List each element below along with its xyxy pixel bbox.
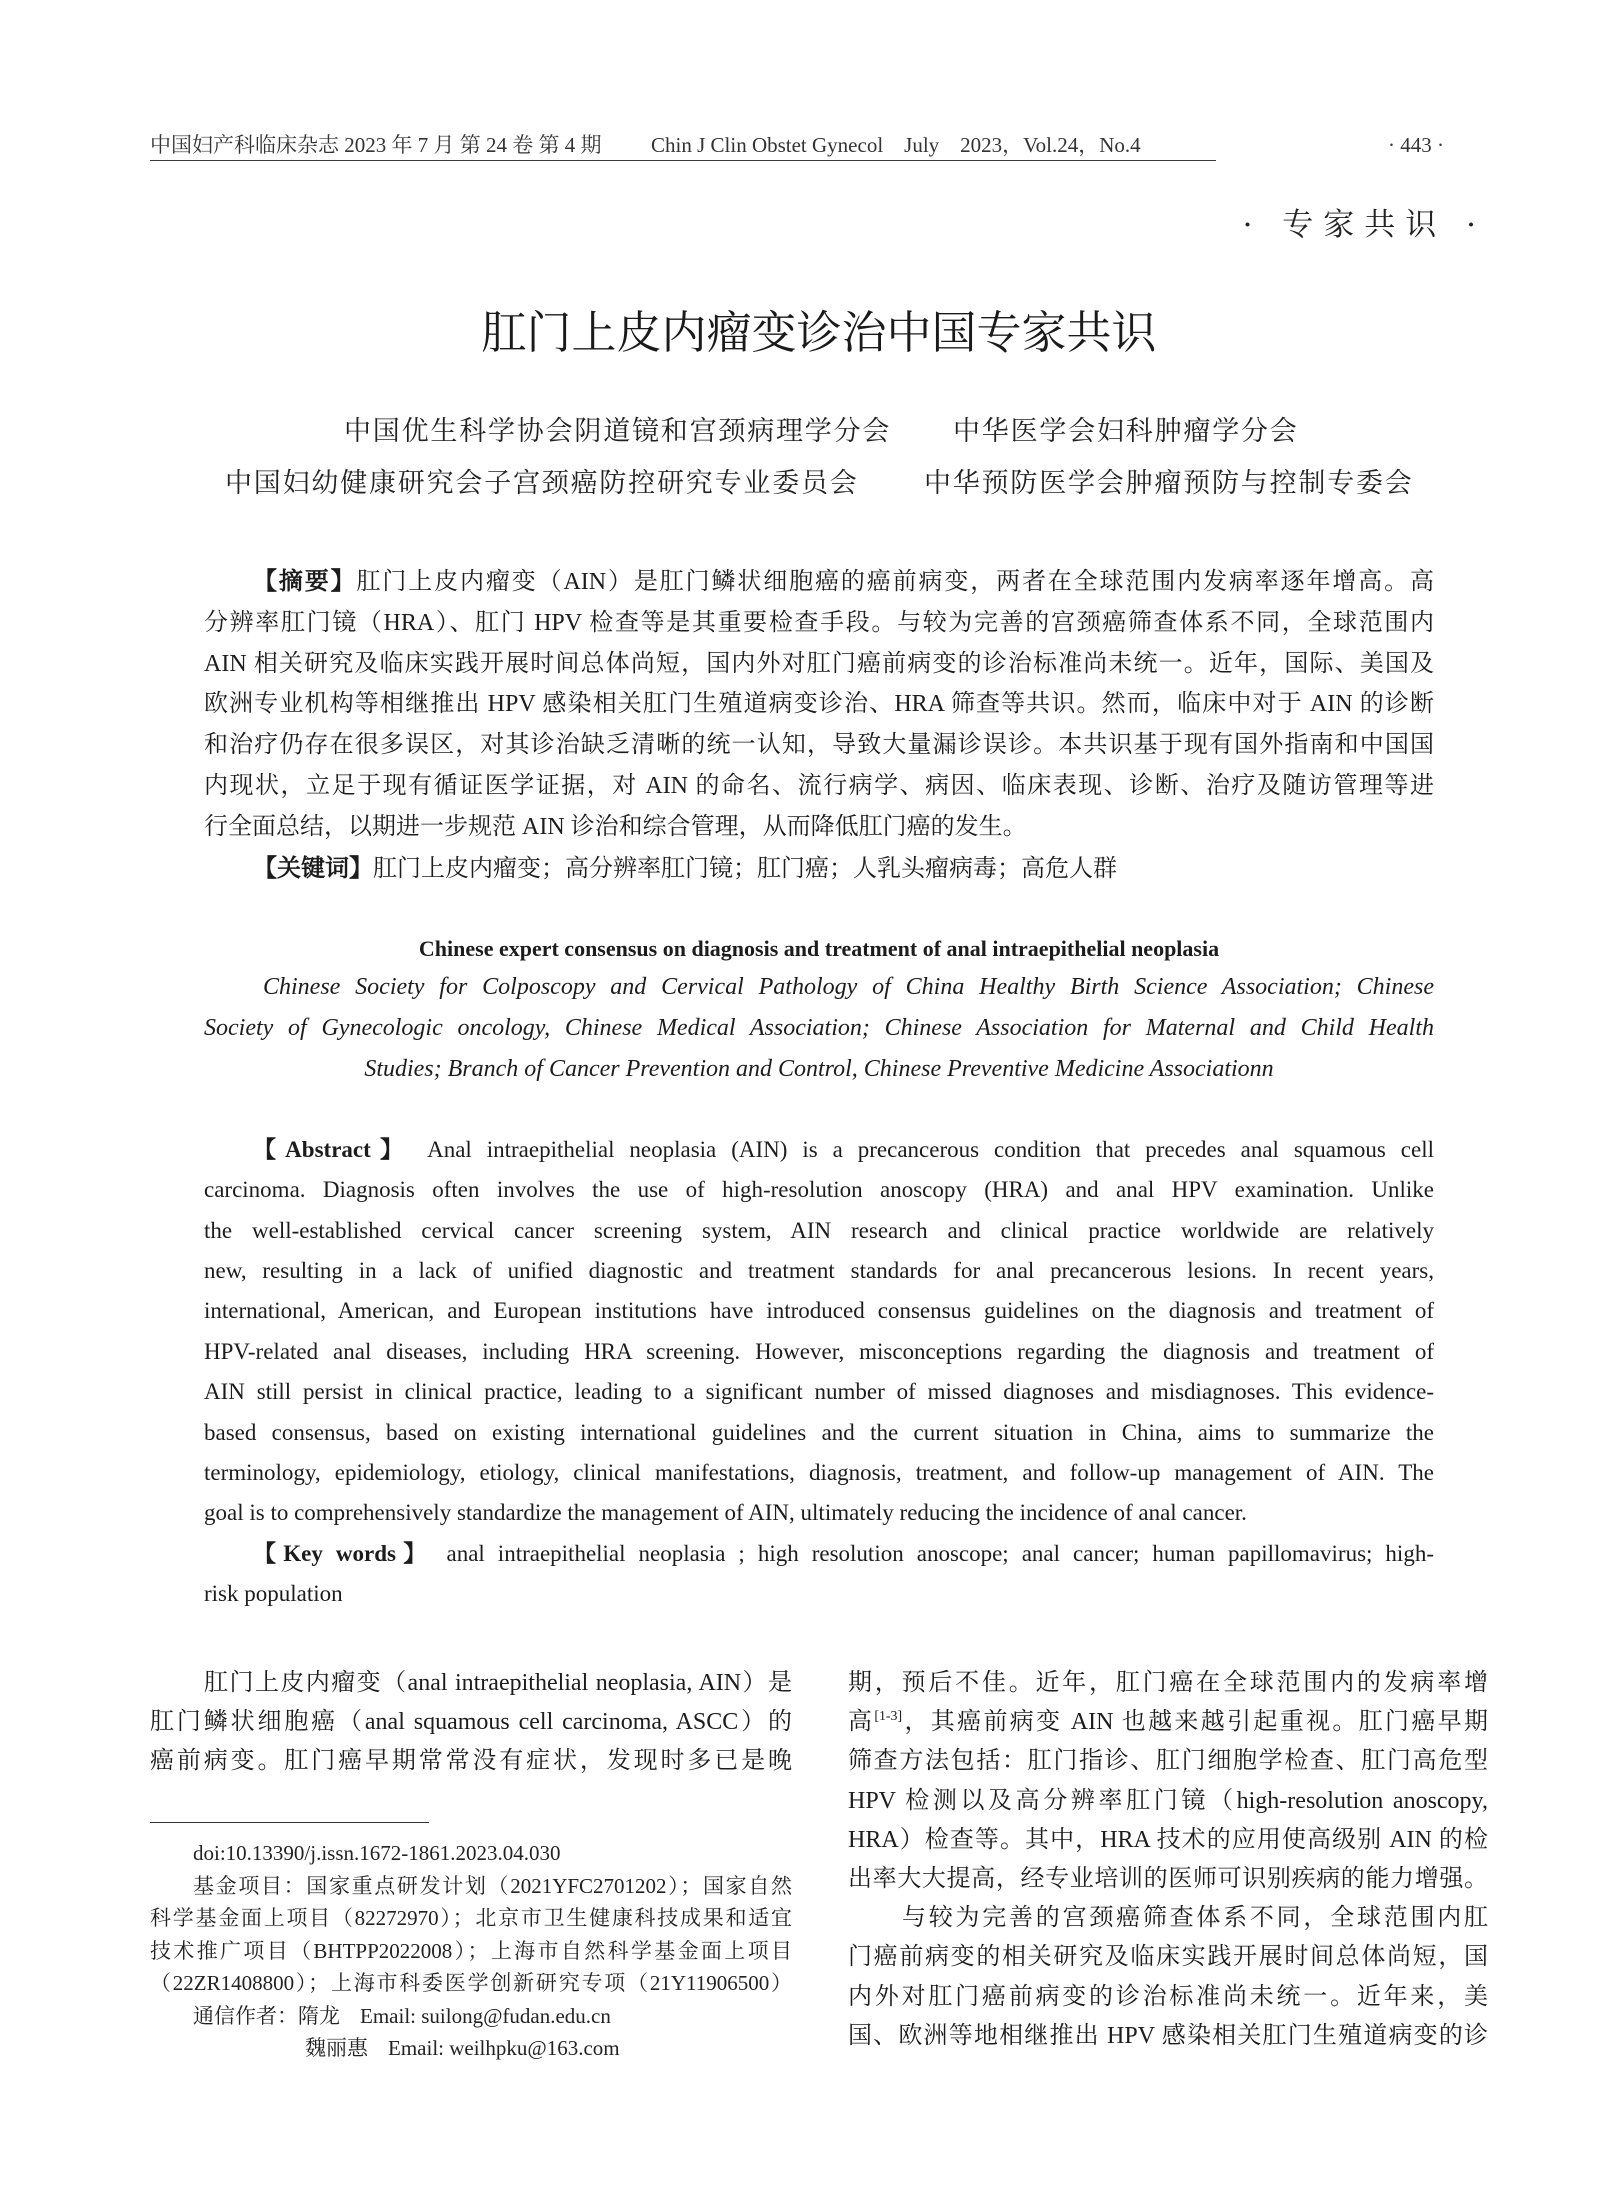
body-line: 与较为完善的宫颈癌筛查体系不同，全球范围内肛 bbox=[902, 1905, 1488, 1932]
abstract-en-line: based consensus, based on existing international guidelines and the current situation in China, aims to summarize the bbox=[204, 1419, 1434, 1445]
abstract-en-line: international, American, and European institutions have introduced consensus guidelines on the diagnosis and treatment of bbox=[204, 1298, 1434, 1324]
abstract-en-line: new, resulting in a lack of unified diagnostic and treatment standards for anal precancerous lesions. In recent years, bbox=[204, 1258, 1434, 1284]
journal-name-cn: 中国妇产科临床杂志 2023 年 7 月 第 24 卷 第 4 期 bbox=[150, 133, 602, 157]
abstract-cn-line: 和治疗仍存在很多误区，对其诊治缺乏清晰的统一认知，导致大量漏诊误诊。本共识基于现有国外指南和中国国 bbox=[204, 732, 1434, 759]
citation-superscript: [1-3] bbox=[874, 1709, 903, 1725]
organizations-en-line: Chinese Society for Colposcopy and Cervical Pathology of China Healthy Birth Science Association; Chinese bbox=[263, 974, 1434, 1000]
journal-name-en: Chin J Clin Obstet Gynecol July 2023，Vol.24，No.4 bbox=[651, 133, 1141, 157]
organizations-en-line: Society of Gynecologic oncology, Chinese Medical Association; Chinese Association for Maternal and Child Health bbox=[204, 1015, 1434, 1041]
organizations-en bbox=[204, 967, 1434, 1090]
funding-line: 技术推广项目（BHTPP2022008）；上海市自然科学基金面上项目 bbox=[150, 1938, 792, 1963]
body-text: ，其癌前病变 AIN 也越来越引起重视。肛门癌早期 bbox=[902, 1709, 1488, 1736]
body-line: 国、欧洲等地相继推出 HPV 感染相关肛门生殖道病变的诊 bbox=[848, 2022, 1488, 2049]
abstract-en-line: the well-established cervical cancer screening system, AIN research and clinical practice worldwide are relatively bbox=[204, 1217, 1434, 1243]
organization-cn: 中华预防医学会肿瘤预防与控制专委会 bbox=[924, 468, 1414, 499]
correspondence-line bbox=[150, 2000, 792, 2033]
abstract-en-line: carcinoma. Diagnosis often involves the use of high-resolution anoscopy (HRA) and anal HPV examination. Unlike bbox=[204, 1177, 1434, 1203]
organizations-en-line: Studies; Branch of Cancer Prevention and Control, Chinese Preventive Medicine Associationn bbox=[364, 1056, 1274, 1082]
abstract-cn-line: 内现状，立足于现有循证医学证据，对 AIN 的命名、流行病学、病因、临床表现、诊断、治疗及随访管理等进 bbox=[204, 772, 1434, 799]
author-name: 魏丽惠 bbox=[305, 2036, 368, 2060]
funding-line: 科学基金面上项目（82272970）；北京市卫生健康科技成果和适宜 bbox=[150, 1906, 792, 1930]
section-label: · 专家共识 · bbox=[1242, 207, 1486, 243]
abstract-en-label: 【Abstract】 bbox=[253, 1137, 413, 1162]
author-email: Email: suilong@fudan.edu.cn bbox=[360, 2003, 611, 2028]
doi-line: doi:10.13390/j.issn.1672-1861.2023.04.030 bbox=[193, 1841, 561, 1865]
funding-line: 基金项目：国家重点研发计划（2021YFC2701202）；国家自然 bbox=[193, 1873, 792, 1898]
keywords-cn-text: 肛门上皮内瘤变；高分辨率肛门镜；肛门癌；人乳头瘤病毒；高危人群 bbox=[373, 855, 1117, 882]
article-title-cn: 肛门上皮内瘤变诊治中国专家共识 bbox=[481, 306, 1157, 359]
body-right-column bbox=[848, 1664, 1488, 2056]
abstract-cn-text: 肛门上皮内瘤变（AIN）是肛门鳞状细胞癌的癌前病变，两者在全球范围内发病率逐年增高。高 bbox=[356, 569, 1435, 595]
body-line: 期，预后不佳。近年，肛门癌在全球范围内的发病率增 bbox=[848, 1670, 1488, 1696]
keywords-en-line bbox=[204, 1534, 1434, 1574]
author-email: Email: weilhpku@163.com bbox=[388, 2036, 620, 2060]
body-line: HPV 检测以及高分辨率肛门镜（high-resolution anoscopy, bbox=[848, 1787, 1488, 1814]
body-line bbox=[848, 1703, 1488, 1742]
correspondence-label: 通信作者： bbox=[193, 2003, 298, 2028]
body-text: 高 bbox=[848, 1709, 875, 1736]
keywords-en-text: anal intraepithelial neoplasia ; high resolution anoscope; anal cancer; human papillomavirus; high- bbox=[446, 1540, 1434, 1566]
body-line: 筛查方法包括：肛门指诊、肛门细胞学检查、肛门高危型 bbox=[848, 1748, 1488, 1775]
abstract-en-line: terminology, epidemiology, etiology, clinical manifestations, diagnosis, treatment, and follow-up management of AIN. The bbox=[204, 1459, 1434, 1485]
keywords-cn-line bbox=[204, 848, 1434, 890]
body-line: 癌前病变。肛门癌早期常常没有症状，发现时多已是晚 bbox=[150, 1748, 792, 1775]
page-number: · 443 · bbox=[1388, 133, 1444, 157]
running-header bbox=[150, 131, 1216, 161]
body-line: 门癌前病变的相关研究及临床实践开展时间总体尚短，国 bbox=[848, 1944, 1488, 1971]
funding-line: （22ZR1408800）；上海市科委医学创新研究专项（21Y11906500） bbox=[150, 1971, 792, 1995]
body-left-column bbox=[150, 1664, 792, 1782]
article-title-en: Chinese expert consensus on diagnosis and treatment of anal intraepithelial neoplasia bbox=[418, 936, 1220, 961]
abstract-en-text: Anal intraepithelial neoplasia (AIN) is a precancerous condition that precedes anal squamous cell bbox=[427, 1137, 1434, 1162]
body-line: HRA）检查等。其中，HRA 技术的应用使高级别 AIN 的检 bbox=[848, 1826, 1488, 1853]
abstract-cn-line: AIN 相关研究及临床实践开展时间总体尚短，国内外对肛门癌前病变的诊治标准尚未统一。近年，国际、美国及 bbox=[204, 650, 1434, 677]
keywords-en-label: 【Key words】 bbox=[253, 1540, 434, 1566]
correspondence-line bbox=[150, 2032, 792, 2065]
body-line: 内外对肛门癌前病变的诊治标准尚未统一。近年来，美 bbox=[848, 1983, 1488, 2010]
abstract-cn-line: 分辨率肛门镜（HRA）、肛门 HPV 检查等是其重要检查手段。与较为完善的宫颈癌筛查体系不同，全球范围内 bbox=[204, 609, 1434, 636]
body-line: 出率大大提高，经专业培训的医师可识别疾病的能力增强。 bbox=[848, 1866, 1488, 1893]
body-line: 肛门鳞状细胞癌（anal squamous cell carcinoma, ASCC）的 bbox=[150, 1709, 792, 1736]
author-name: 隋龙 bbox=[298, 2003, 340, 2028]
keywords-cn-label: 【关键词】 bbox=[253, 853, 373, 882]
body-line: 肛门上皮内瘤变（anal intraepithelial neoplasia, AIN）是 bbox=[204, 1670, 792, 1696]
abstract-cn-line: 欧洲专业机构等相继推出 HPV 感染相关肛门生殖道病变诊治、HRA 筛查等共识。然而，临床中对于 AIN 的诊断 bbox=[204, 691, 1434, 718]
abstract-en-line bbox=[204, 1130, 1434, 1170]
footnotes bbox=[150, 1837, 792, 2065]
abstract-en bbox=[204, 1130, 1434, 1614]
keywords-en-line: risk population bbox=[204, 1580, 343, 1606]
abstract-en-line: AIN still persist in clinical practice, leading to a significant number of missed diagnoses and misdiagnoses. This evidence- bbox=[204, 1379, 1434, 1405]
abstract-cn-label: 【摘要】 bbox=[253, 567, 357, 595]
organization-cn: 中华医学会妇科肿瘤学分会 bbox=[953, 416, 1299, 447]
abstract-en-line: HPV-related anal diseases, including HRA screening. However, misconceptions regarding the diagnosis and treatment of bbox=[204, 1338, 1434, 1364]
organization-cn: 中国优生科学协会阴道镜和宫颈病理学分会 bbox=[344, 416, 892, 447]
footnote-divider bbox=[150, 1822, 429, 1823]
abstract-cn-line bbox=[204, 561, 1434, 603]
organization-cn: 中国妇幼健康研究会子宫颈癌防控研究专业委员会 bbox=[225, 468, 859, 499]
abstract-cn bbox=[204, 561, 1434, 889]
abstract-cn-line: 行全面总结，以期进一步规范 AIN 诊治和综合管理，从而降低肛门癌的发生。 bbox=[204, 813, 1027, 840]
abstract-en-line: goal is to comprehensively standardize the management of AIN, ultimately reducing the incidence of anal cancer. bbox=[204, 1500, 1247, 1526]
